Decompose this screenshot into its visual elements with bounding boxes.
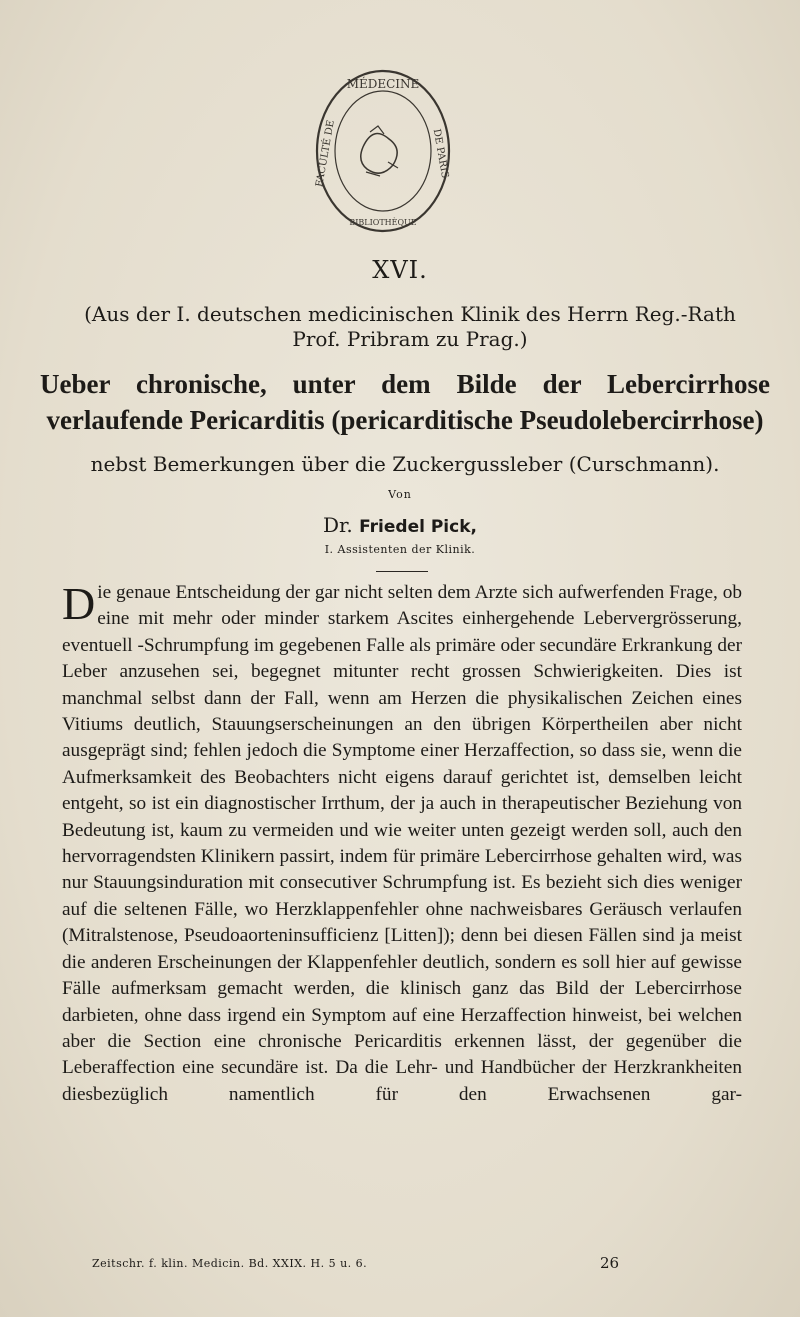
article-title: Ueber chronische, unter dem Bilde der Lebercirrhose verlaufende Pericarditis (pericarditische Pseudolebercirrhose) [40, 369, 770, 435]
stamp-left-text: FACULTÉ DE [314, 119, 337, 188]
origin-note: (Aus der I. deutschen medicinischen Klinik des Herrn Reg.-Rath Prof. Pribram zu Prag.) [84, 302, 736, 351]
author-prefix: Dr. [323, 513, 353, 537]
stamp-right-text: DE PARIS [430, 128, 451, 180]
body-paragraph [62, 580, 742, 1108]
article-subtitle: nebst Bemerkungen über die Zuckergussleber (Curschmann). [90, 452, 720, 476]
author-affiliation: I. Assistenten der Klinik. [324, 543, 476, 556]
library-stamp [308, 62, 458, 240]
body-text: ie genaue Entscheidung der gar nicht selten dem Arzte sich aufwerfenden Frage, ob eine mit mehr oder minder starkem Ascites einhergehende Lebervergrösserung, eventuell -Schrumpfung im gegebenen Falle als primäre oder secundäre Erkrankung der Leber anzusehen sei, begegnet mitunter recht grossen Schwierigkeiten. Dies ist manchmal selbst dann der Fall, wenn am Herzen die physikalischen Zeichen eines Vitiums deutlich, Stauungserscheinungen an den übrigen Körpertheilen aber nicht ausgeprägt sind; fehlen jedoch die Symptome einer Herzaffection, so dass sie, wenn die Aufmerksamkeit des Beobachters nicht eigens darauf gerichtet ist, demselben leicht entgeht, so ist ein diagnostischer Irrthum, der ja auch in therapeutischer Beziehung von Bedeutung ist, kaum zu vermeiden und wie weiter unten gezeigt werden soll, auch den hervorragendsten Klinikern passirt, indem für primäre Lebercirrhose gehalten wird, was nur Stauungsinduration mit consecutiver Schrumpfung ist. Es bezieht sich dies weniger auf die seltenen Fälle, wo Herzklappenfehler ohne nachweisbares Geräusch verlaufen (Mitralstenose, Pseudoaorteninsufficienz [Litten]); denn bei diesen Fällen sind ja meist die anderen Erscheinungen der Klappenfehler deutlich, sondern es soll hier auf gewisse Fälle aufmerksam gemacht werden, die klinisch ganz das Bild der Lebercirrhose darbieten, ohne dass irgend ein Symptom auf eine Herzaffection hinweist, bei welchen aber die Section eine chronische Pericarditis erkennen lässt, der gegenüber die Leberaffection eine secundäre ist. Da die Lehr- und Handbücher der Herzkrankheiten diesbezüglich namentlich für den Erwachsenen gar- [62, 582, 742, 1105]
stamp-bottom-text: BIBLIOTHÈQUE [349, 218, 417, 227]
author-line [0, 513, 800, 537]
page-number: 26 [600, 1254, 620, 1272]
separator-rule [376, 571, 428, 572]
journal-reference: Zeitschr. f. klin. Medicin. Bd. XXIX. H. 5 u. 6. [92, 1257, 368, 1270]
by-line-label: Von [388, 488, 412, 501]
drop-cap: D [62, 578, 96, 629]
stamp-top-text: MÉDECINE [346, 77, 420, 91]
chapter-number: XVI. [372, 256, 428, 284]
author-name: Friedel Pick, [359, 517, 477, 537]
